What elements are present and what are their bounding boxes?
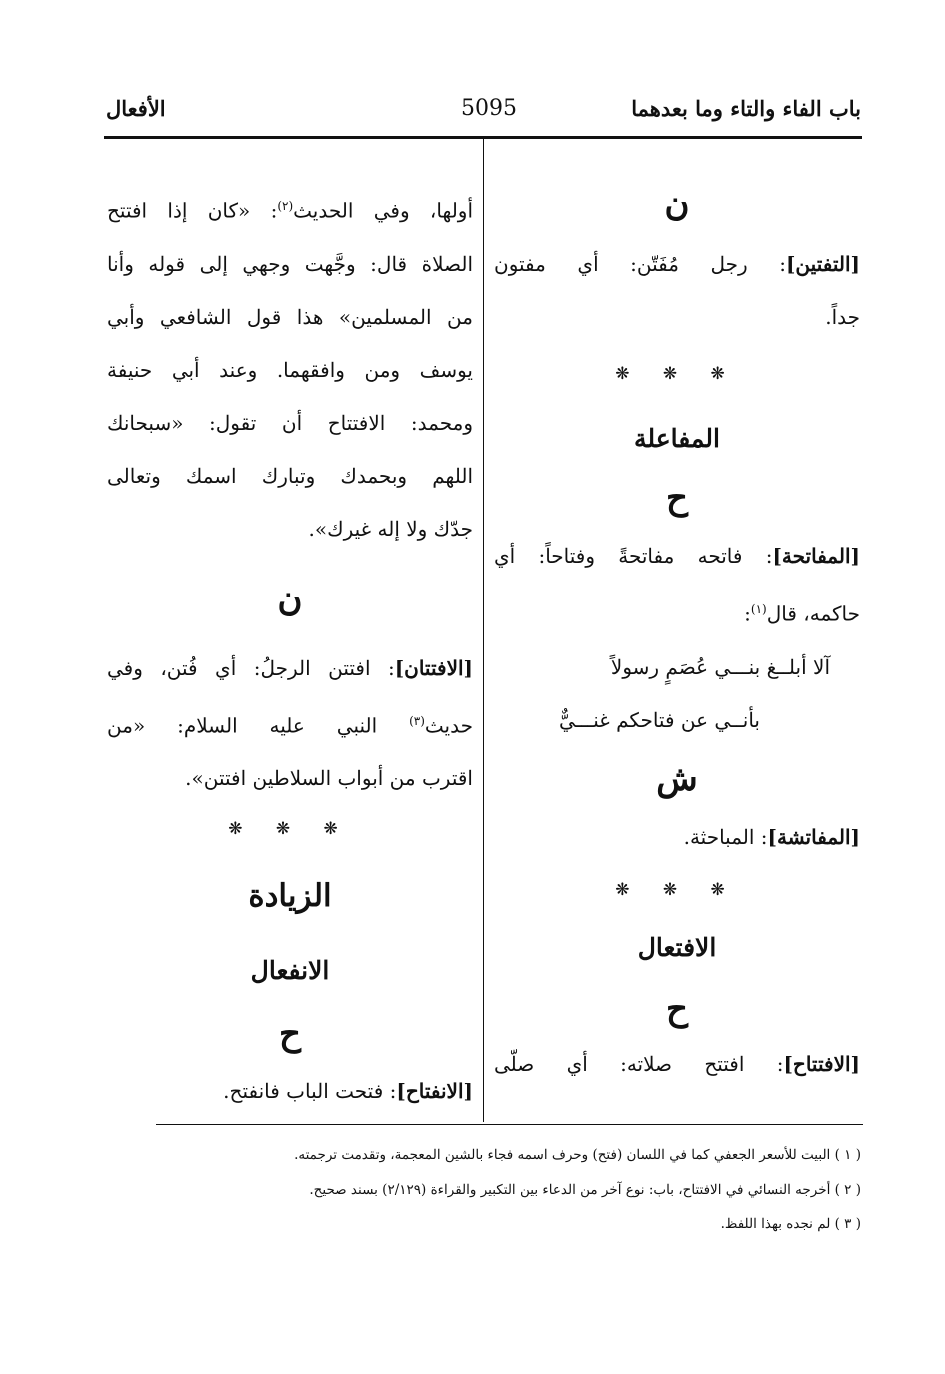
entry-keyword: [الافتتاح] (783, 1051, 860, 1076)
entry-line (494, 811, 860, 864)
page-number: 5095 (461, 96, 517, 121)
entry-keyword: [المفاتشة] (767, 824, 860, 849)
footnote-1: ( ١ ) البيت للأسعر الجعفي كما في اللسان (فتح) وحرف اسمه فجاء بالشين المعجمة، وتقدمت ترجمته. (294, 1147, 861, 1163)
letter-heading: ش (656, 758, 698, 799)
footnote-2: ( ٢ ) أخرجه النسائي في الافتتاح، باب: نوع آخر من الدعاء بين التكبير والقراءة (٢/١٢٩) بسند صحيح. (309, 1182, 861, 1198)
column-divider (483, 136, 484, 1122)
letter-heading: ح (666, 988, 688, 1029)
entry-text: : رجل مُفَتّن: أي مفتون (494, 252, 786, 276)
entry-keyword: [الافتتان] (394, 655, 473, 680)
section-title: الانفعال (250, 956, 330, 986)
body-line: اللهم وبحمدك وتبارك اسمك وتعالى (107, 463, 473, 488)
part-title: الزيادة (248, 878, 332, 915)
entry-text: : افتتن الرجلُ: أي فُتن، وفي (107, 655, 395, 680)
body-line: الصلاة قال: وجَّهت وجهي إلى قوله وأنا (107, 251, 473, 276)
entry-line: حاكمه، قال$^{(١)}$: (744, 601, 860, 626)
footnote-3: ( ٣ ) لم نجده بهذا اللفظ. (720, 1216, 861, 1232)
footnote-rule (156, 1124, 863, 1125)
entry-line (107, 642, 473, 695)
section-title: المفاعلة (634, 424, 720, 453)
body-line: من المسلمين» هذا قول الشافعي وأبي (107, 304, 473, 329)
right-column (494, 180, 860, 1091)
letter-heading: ن (277, 578, 303, 619)
entry-line (494, 1038, 860, 1091)
running-head-section: الأفعال (106, 96, 166, 121)
section-separator-stars: ❋ ❋ ❋ (615, 879, 739, 900)
entry-line (107, 1065, 473, 1118)
entry-text: : المباحثة. (683, 824, 768, 849)
entry-text: : فتحت الباب فانفتح. (223, 1079, 397, 1104)
section-title: الافتعال (637, 932, 717, 962)
footnote-ref: (١) (750, 602, 767, 616)
verse-line: آلا أبلــغ بنـــي عُصَمٍ رسولاً (610, 654, 830, 679)
entry-line (494, 238, 860, 291)
left-column (107, 180, 473, 1118)
entry-text: : افتتح صلاته: أي صلّى (494, 1051, 784, 1076)
letter-heading: ح (279, 1014, 301, 1055)
footnote-ref: (٢) (277, 199, 294, 213)
section-separator-stars: ❋ ❋ ❋ (228, 819, 352, 840)
entry-line: اقترب من أبواب السلاطين افتتن». (185, 766, 473, 791)
entry-line (494, 530, 860, 583)
body-line: جدّك ولا إله غيرك». (308, 516, 473, 541)
verse-line: بأنــي عن فتاحكم غنـــيٌّ (559, 707, 760, 732)
running-head-chapter: باب الفاء والتاء وما بعدهما (631, 96, 861, 121)
letter-heading: ن (664, 184, 690, 224)
body-line: يوسف ومن وافقهما. وعند أبي حنيفة (107, 357, 473, 382)
entry-line: حديث$^{(٣)}$ النبي عليه السلام: «من (107, 713, 473, 738)
footnote-ref: (٣) (409, 713, 425, 728)
entry-keyword: [التفتين] (785, 252, 860, 276)
section-separator-stars: ❋ ❋ ❋ (615, 364, 739, 384)
body-line: ومحمد: الافتتاح أن تقول: «سبحانك (107, 410, 473, 435)
letter-heading: ح (666, 478, 688, 518)
entry-keyword: [المفاتحة] (772, 544, 860, 568)
entry-keyword: [الانفتاح] (396, 1079, 473, 1104)
body-line: أولها، وفي الحديث$^{(٢)}$: «كان إذا افتتح (107, 198, 473, 223)
entry-text: : فاتحه مفاتحةً وفتاحاً: أي (494, 544, 773, 568)
entry-line: جداً. (825, 305, 860, 329)
